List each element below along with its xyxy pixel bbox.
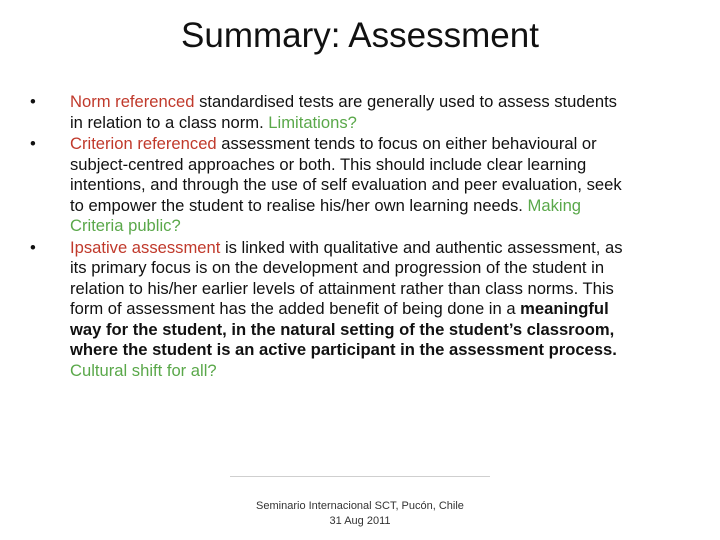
footer-date: 31 Aug 2011 <box>329 515 391 527</box>
bullet-text: assessment tends to focus on either behavioural or subject-centred approaches or both. This should include clear learning intentions, and through the use of self evaluation and peer evaluation, seek to empower the student to realise his/her own learning needs. <box>70 134 622 215</box>
question-limitations: Limitations? <box>268 112 357 132</box>
bullet-item <box>30 134 630 237</box>
bullet-marker: • <box>30 237 36 257</box>
question-making-criteria-public: Making Criteria public? <box>70 195 582 235</box>
bullet-marker: • <box>30 134 36 153</box>
bullet-marker: • <box>30 92 36 111</box>
slide-title: Summary: Assessment <box>181 16 539 55</box>
bullet-text: standardised tests are generally used to assess students in relation to a class norm. <box>70 92 617 132</box>
bullet-list <box>30 92 630 382</box>
term-ipsative-assessment: Ipsative assessment <box>70 237 221 257</box>
bullet-item <box>30 238 630 382</box>
term-norm-referenced: Norm referenced <box>70 92 195 111</box>
bullet-item <box>30 92 630 133</box>
term-criterion-referenced: Criterion referenced <box>70 134 217 153</box>
bullet-bold-text: meaningful way for the student, in the natural setting of the student’s classroom, where the student is an active participant in the assessment process. <box>70 299 617 359</box>
footer-event: Seminario Internacional SCT, Pucón, Chile <box>256 500 464 512</box>
bullet-text: is linked with qualitative and authentic assessment, as its primary focus is on the development and progression of the student in relation to his/her earlier levels of attainment rather than class norms. This form of assessment has the added benefit of being done in a <box>70 237 623 318</box>
question-cultural-shift: Cultural shift for all? <box>70 360 217 380</box>
slide-footer <box>230 476 490 529</box>
